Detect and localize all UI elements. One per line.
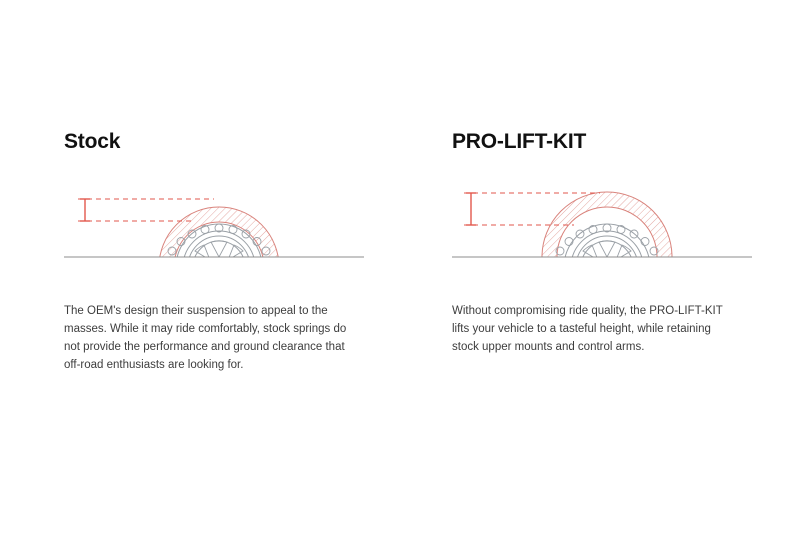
tire-inner-icon: [571, 231, 643, 291]
tire-tread-icon: [551, 224, 663, 266]
panel-stock: [64, 130, 364, 374]
panel-title-pro-lift-kit: PRO-LIFT-KIT: [452, 130, 587, 153]
rim-lip-icon: [581, 241, 633, 291]
hub-icon: [597, 257, 617, 277]
fender-arch-icon: [159, 207, 279, 267]
figure-stock: [64, 171, 364, 291]
hub-icon: [209, 257, 229, 277]
wheel-spokes-icon: [193, 241, 245, 283]
figure-pro-lift-kit: [452, 171, 752, 291]
panel-pro-lift-kit: [452, 130, 752, 357]
rim-outer-icon: [576, 236, 638, 291]
wheel-assembly-lift: [542, 192, 672, 291]
hub-cap-icon: [214, 262, 224, 272]
panel-description-stock: The OEM's design their suspension to appeal to the masses. While it may ride comfortably, stock springs do not provide the performance and ground clearance that off-road enthusiasts are looking for.: [64, 305, 347, 371]
tire-inner-icon: [183, 231, 255, 291]
wheel-spokes-icon: [581, 241, 633, 283]
rim-outer-icon: [188, 236, 250, 291]
wheel-assembly-stock: [159, 207, 279, 291]
panel-description-pro-lift-kit: Without compromising ride quality, the PRO-LIFT-KIT lifts your vehicle to a tasteful height, while retaining stock upper mounts and control arms.: [452, 305, 723, 353]
rim-lip-icon: [193, 241, 245, 291]
panel-title-stock: Stock: [64, 130, 121, 153]
hub-cap-icon: [602, 262, 612, 272]
